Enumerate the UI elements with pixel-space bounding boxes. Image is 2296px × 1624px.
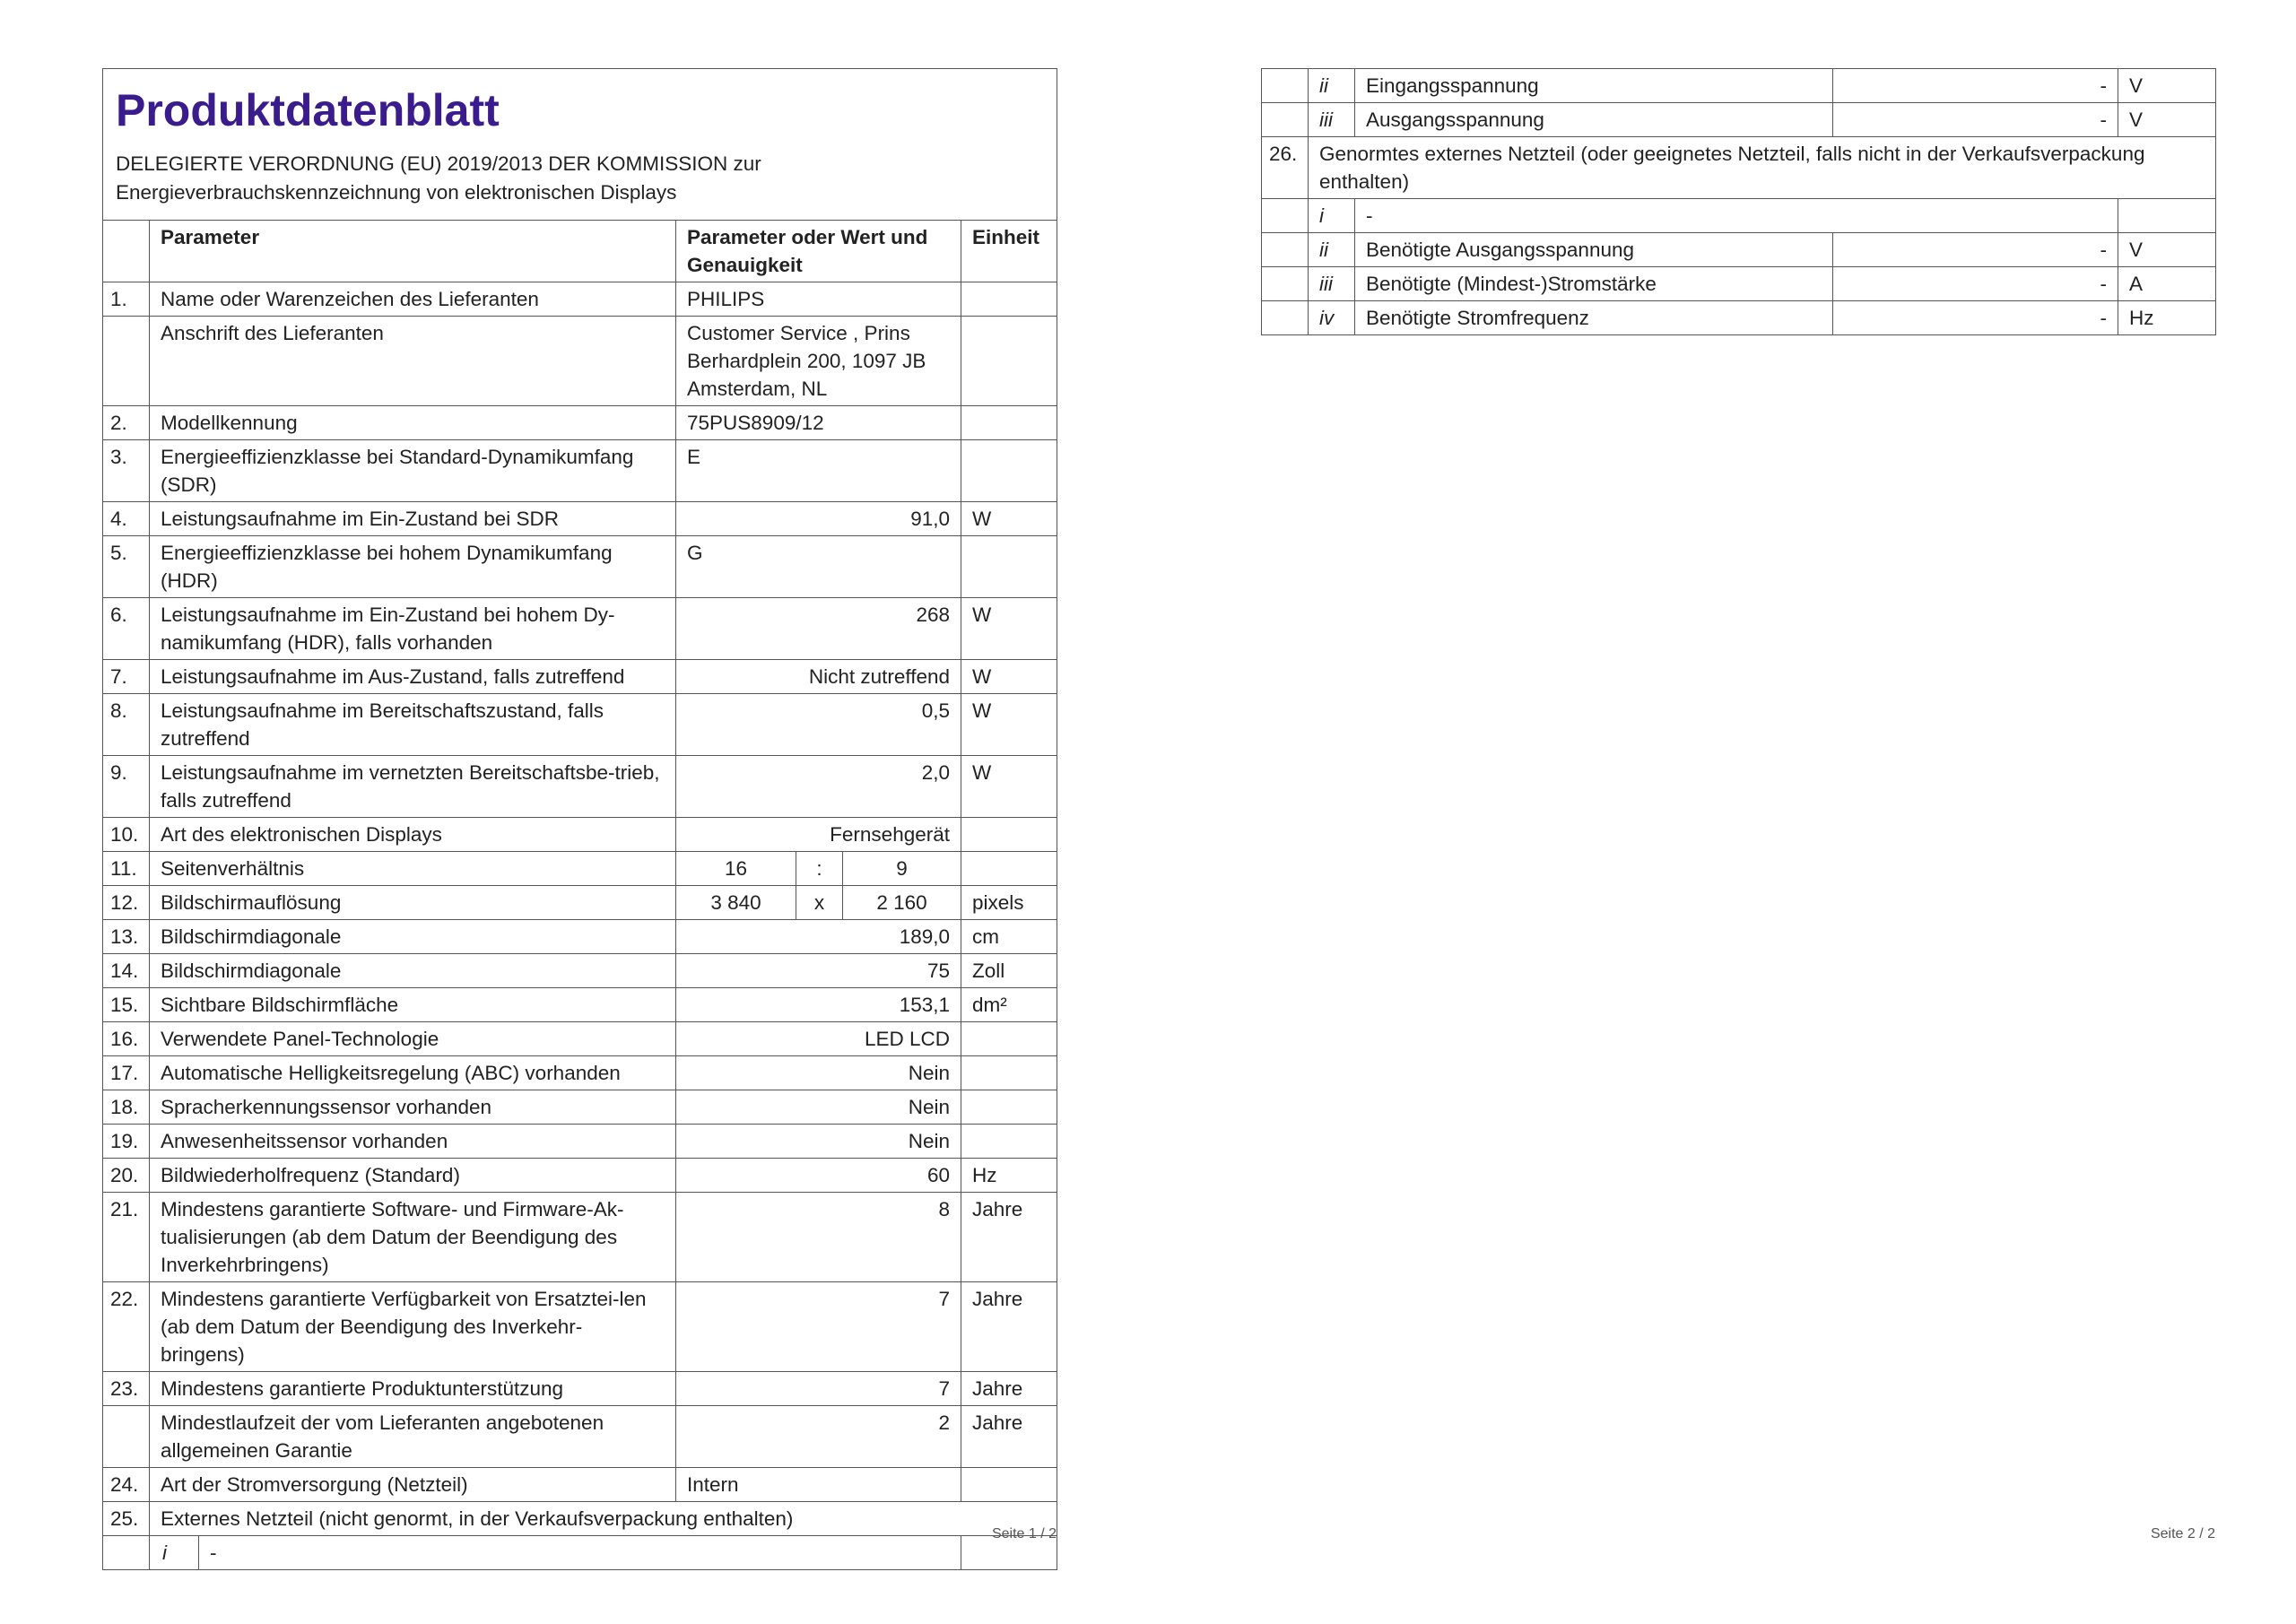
row-value: 2 bbox=[676, 1406, 961, 1468]
row-value: G bbox=[676, 536, 961, 598]
row-parameter: Sichtbare Bildschirmfläche bbox=[150, 988, 676, 1022]
row-unit: Jahre bbox=[961, 1406, 1057, 1468]
row-number: 24. bbox=[103, 1468, 150, 1502]
footer-page-number: 1 / 2 bbox=[1028, 1526, 1057, 1541]
page-title: Produktdatenblatt bbox=[116, 85, 500, 135]
row-unit bbox=[961, 282, 1057, 317]
table-row bbox=[103, 598, 1057, 660]
sub-item-marker: iii bbox=[1309, 267, 1355, 301]
row-number: 26. bbox=[1262, 137, 1309, 199]
table-row bbox=[103, 317, 1057, 406]
row-unit: W bbox=[961, 756, 1057, 818]
table-row bbox=[103, 1282, 1057, 1372]
row-number: 18. bbox=[103, 1090, 150, 1125]
regulation-subtitle: DELEGIERTE VERORDNUNG (EU) 2019/2013 DER KOMMISSION zur Energieverbrauchskennzeichnung von elektronischen Displays bbox=[116, 152, 761, 204]
table-row bbox=[103, 1022, 1057, 1056]
row-unit bbox=[961, 317, 1057, 406]
row-value: - bbox=[1833, 69, 2118, 103]
table-row bbox=[103, 694, 1057, 756]
table-row bbox=[103, 756, 1057, 818]
table-row bbox=[103, 282, 1057, 317]
row-number: 6. bbox=[103, 598, 150, 660]
column-header-parameter: Parameter bbox=[150, 221, 676, 282]
row-unit: pixels bbox=[961, 886, 1057, 920]
row-number: 9. bbox=[103, 756, 150, 818]
row-unit bbox=[961, 1125, 1057, 1159]
row-unit: V bbox=[2118, 69, 2216, 103]
row-value: 91,0 bbox=[676, 502, 961, 536]
row-unit: Hz bbox=[2118, 301, 2216, 335]
row-value: Intern bbox=[676, 1468, 961, 1502]
row-unit: cm bbox=[961, 920, 1057, 954]
row-parameter: Externes Netzteil (nicht genormt, in der Verkaufsverpackung enthalten) bbox=[150, 1502, 1057, 1536]
row-parameter: Bildschirmauflösung bbox=[150, 886, 676, 920]
row-value: 75PUS8909/12 bbox=[676, 406, 961, 440]
row-number: 2. bbox=[103, 406, 150, 440]
row-value: - bbox=[1833, 103, 2118, 137]
row-parameter: Mindestlaufzeit der vom Lieferanten angebotenen allgemeinen Garantie bbox=[150, 1406, 676, 1468]
row-parameter: Spracherkennungssensor vorhanden bbox=[150, 1090, 676, 1125]
row-parameter: Bildschirmdiagonale bbox=[150, 954, 676, 988]
row-value: Nein bbox=[676, 1125, 961, 1159]
row-unit: W bbox=[961, 694, 1057, 756]
row-parameter: Mindestens garantierte Software- und Firmware-Ak-tualisierungen (ab dem Datum der Beendigung des Inverkehrbringens) bbox=[150, 1193, 676, 1282]
table-row bbox=[1262, 233, 2216, 267]
row-number: 14. bbox=[103, 954, 150, 988]
row-value: 2,0 bbox=[676, 756, 961, 818]
table-row bbox=[1262, 69, 2216, 103]
row-parameter: Energieeffizienzklasse bei hohem Dynamikumfang (HDR) bbox=[150, 536, 676, 598]
table-row bbox=[103, 886, 1057, 920]
table-row bbox=[103, 1372, 1057, 1406]
row-unit: V bbox=[2118, 233, 2216, 267]
sub-item-value: - bbox=[210, 1541, 217, 1564]
table-row bbox=[103, 818, 1057, 852]
row-value: 60 bbox=[676, 1159, 961, 1193]
row-parameter: Ausgangsspannung bbox=[1355, 103, 1833, 137]
row-parameter: Bildwiederholfrequenz (Standard) bbox=[150, 1159, 676, 1193]
row-parameter: Bildschirmdiagonale bbox=[150, 920, 676, 954]
row-number: 17. bbox=[103, 1056, 150, 1090]
row-value: 153,1 bbox=[676, 988, 961, 1022]
sub-item-marker: i bbox=[150, 1536, 199, 1569]
row-value: Nicht zutreffend bbox=[676, 660, 961, 694]
table-row bbox=[103, 1056, 1057, 1090]
footer-label: Seite bbox=[2150, 1526, 2184, 1541]
row-value: 75 bbox=[676, 954, 961, 988]
row-value: 8 bbox=[676, 1193, 961, 1282]
row-parameter: Art der Stromversorgung (Netzteil) bbox=[150, 1468, 676, 1502]
row-number: 12. bbox=[103, 886, 150, 920]
resolution-height: 2 160 bbox=[843, 886, 961, 920]
row-unit bbox=[961, 818, 1057, 852]
row-unit bbox=[961, 406, 1057, 440]
table-row bbox=[1262, 137, 2216, 199]
row-unit bbox=[961, 536, 1057, 598]
row-parameter: Genormtes externes Netzteil (oder geeignetes Netzteil, falls nicht in der Verkaufsverpackung enthalten) bbox=[1309, 137, 2216, 199]
table-row bbox=[103, 440, 1057, 502]
product-data-table-continued bbox=[1261, 68, 2216, 335]
row-value: 7 bbox=[676, 1372, 961, 1406]
row-number: 22. bbox=[103, 1282, 150, 1372]
table-row bbox=[103, 1125, 1057, 1159]
table-row bbox=[103, 1090, 1057, 1125]
row-parameter: Anwesenheitssensor vorhanden bbox=[150, 1125, 676, 1159]
row-value: Customer Service , Prins Berhardplein 200, 1097 JB Amsterdam, NL bbox=[676, 317, 961, 406]
resolution-separator: x bbox=[796, 886, 843, 920]
row-value: E bbox=[676, 440, 961, 502]
row-unit: Jahre bbox=[961, 1193, 1057, 1282]
row-unit bbox=[961, 1090, 1057, 1125]
row-number bbox=[103, 1406, 150, 1468]
sub-item-marker: iv bbox=[1309, 301, 1355, 335]
row-value: PHILIPS bbox=[676, 282, 961, 317]
row-parameter: Automatische Helligkeitsregelung (ABC) vorhanden bbox=[150, 1056, 676, 1090]
column-header-unit: Einheit bbox=[961, 221, 1057, 282]
table-row bbox=[103, 1468, 1057, 1502]
aspect-ratio-height: 9 bbox=[843, 852, 961, 886]
row-unit bbox=[961, 852, 1057, 886]
datasheet-page-1 bbox=[102, 68, 1057, 1570]
row-number: 23. bbox=[103, 1372, 150, 1406]
row-parameter: Mindestens garantierte Produktunterstützung bbox=[150, 1372, 676, 1406]
aspect-ratio-separator: : bbox=[796, 852, 843, 886]
row-parameter: Leistungsaufnahme im Aus-Zustand, falls zutreffend bbox=[150, 660, 676, 694]
datasheet-page-2 bbox=[1261, 68, 2215, 1541]
row-value: - bbox=[1833, 267, 2118, 301]
sub-item-marker: ii bbox=[1309, 69, 1355, 103]
row-parameter: Leistungsaufnahme im Bereitschaftszustand, falls zutreffend bbox=[150, 694, 676, 756]
row-value: Nein bbox=[676, 1056, 961, 1090]
row-number: 11. bbox=[103, 852, 150, 886]
page-footer bbox=[2151, 1526, 2215, 1542]
sub-item-marker: iii bbox=[1309, 103, 1355, 137]
row-unit: dm² bbox=[961, 988, 1057, 1022]
row-value: Fernsehgerät bbox=[676, 818, 961, 852]
table-row bbox=[103, 954, 1057, 988]
row-number: 21. bbox=[103, 1193, 150, 1282]
row-parameter: Verwendete Panel-Technologie bbox=[150, 1022, 676, 1056]
row-parameter: Art des elektronischen Displays bbox=[150, 818, 676, 852]
row-number bbox=[103, 317, 150, 406]
table-row bbox=[103, 502, 1057, 536]
row-number: 5. bbox=[103, 536, 150, 598]
row-unit bbox=[2118, 199, 2216, 233]
table-row bbox=[103, 852, 1057, 886]
row-number: 25. bbox=[103, 1502, 150, 1536]
table-row bbox=[103, 1193, 1057, 1282]
row-parameter: Anschrift des Lieferanten bbox=[150, 317, 676, 406]
footer-label: Seite bbox=[991, 1526, 1025, 1541]
table-row bbox=[103, 406, 1057, 440]
header-block bbox=[103, 69, 1057, 221]
row-parameter: Leistungsaufnahme im Ein-Zustand bei SDR bbox=[150, 502, 676, 536]
row-parameter: Leistungsaufnahme im vernetzten Bereitschaftsbe-trieb, falls zutreffend bbox=[150, 756, 676, 818]
row-number: 16. bbox=[103, 1022, 150, 1056]
row-unit: Jahre bbox=[961, 1372, 1057, 1406]
row-number: 10. bbox=[103, 818, 150, 852]
row-unit: W bbox=[961, 660, 1057, 694]
row-unit: Jahre bbox=[961, 1282, 1057, 1372]
row-number: 20. bbox=[103, 1159, 150, 1193]
row-number: 15. bbox=[103, 988, 150, 1022]
product-data-table bbox=[102, 68, 1057, 1570]
table-row bbox=[103, 660, 1057, 694]
row-unit: Hz bbox=[961, 1159, 1057, 1193]
row-number: 8. bbox=[103, 694, 150, 756]
table-row bbox=[1262, 199, 2216, 233]
row-number: 4. bbox=[103, 502, 150, 536]
row-parameter: Energieeffizienzklasse bei Standard-Dynamikumfang (SDR) bbox=[150, 440, 676, 502]
row-parameter: Name oder Warenzeichen des Lieferanten bbox=[150, 282, 676, 317]
row-value: LED LCD bbox=[676, 1022, 961, 1056]
table-row bbox=[103, 1406, 1057, 1468]
row-value: 189,0 bbox=[676, 920, 961, 954]
row-number: 7. bbox=[103, 660, 150, 694]
row-parameter: Modellkennung bbox=[150, 406, 676, 440]
row-value: 7 bbox=[676, 1282, 961, 1372]
footer-page-number: 2 / 2 bbox=[2187, 1526, 2215, 1541]
resolution-width: 3 840 bbox=[676, 886, 796, 920]
table-row bbox=[103, 536, 1057, 598]
row-unit: W bbox=[961, 502, 1057, 536]
row-unit bbox=[961, 1022, 1057, 1056]
row-number: 13. bbox=[103, 920, 150, 954]
row-number: 3. bbox=[103, 440, 150, 502]
table-row bbox=[103, 1536, 1057, 1570]
row-value: - bbox=[1833, 301, 2118, 335]
table-row bbox=[103, 1502, 1057, 1536]
row-unit: Zoll bbox=[961, 954, 1057, 988]
row-parameter: - bbox=[1355, 199, 2118, 233]
row-parameter: Benötigte Stromfrequenz bbox=[1355, 301, 1833, 335]
row-unit bbox=[961, 1468, 1057, 1502]
table-row bbox=[1262, 267, 2216, 301]
table-row bbox=[103, 920, 1057, 954]
row-parameter: Eingangsspannung bbox=[1355, 69, 1833, 103]
row-unit: V bbox=[2118, 103, 2216, 137]
table-row bbox=[1262, 103, 2216, 137]
aspect-ratio-width: 16 bbox=[676, 852, 796, 886]
row-parameter: Seitenverhältnis bbox=[150, 852, 676, 886]
sub-item-marker: ii bbox=[1309, 233, 1355, 267]
row-unit: A bbox=[2118, 267, 2216, 301]
table-row bbox=[1262, 301, 2216, 335]
row-parameter: Benötigte Ausgangsspannung bbox=[1355, 233, 1833, 267]
row-unit bbox=[961, 440, 1057, 502]
row-parameter: Leistungsaufnahme im Ein-Zustand bei hohem Dy-namikumfang (HDR), falls vorhanden bbox=[150, 598, 676, 660]
row-value: 268 bbox=[676, 598, 961, 660]
row-unit: W bbox=[961, 598, 1057, 660]
row-value: - bbox=[1833, 233, 2118, 267]
sub-item-marker: i bbox=[1309, 199, 1355, 233]
page-footer bbox=[992, 1526, 1057, 1542]
row-parameter: Benötigte (Mindest-)Stromstärke bbox=[1355, 267, 1833, 301]
column-header-value: Parameter oder Wert und Genauigkeit bbox=[676, 221, 961, 282]
table-row bbox=[103, 1159, 1057, 1193]
table-row bbox=[103, 988, 1057, 1022]
row-value: 0,5 bbox=[676, 694, 961, 756]
row-unit bbox=[961, 1056, 1057, 1090]
table-header-row bbox=[103, 221, 1057, 282]
row-parameter: Mindestens garantierte Verfügbarkeit von Ersatztei-len (ab dem Datum der Beendigung des Inverkehr-bringens) bbox=[150, 1282, 676, 1372]
row-value: Nein bbox=[676, 1090, 961, 1125]
row-number: 19. bbox=[103, 1125, 150, 1159]
row-number: 1. bbox=[103, 282, 150, 317]
